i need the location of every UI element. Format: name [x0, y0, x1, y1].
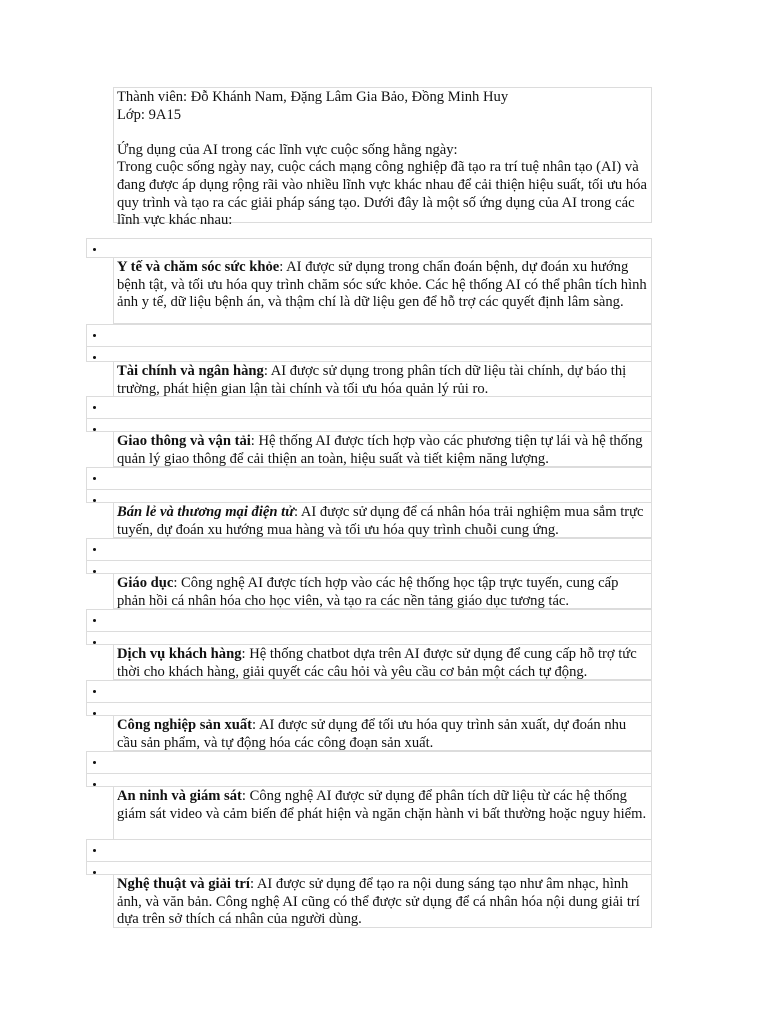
bullet-cell [86, 839, 652, 875]
item-text: : AI được sử dụng để tối ưu hóa quy trình sản xuất, dự đoán nhu cầu sản phẩm, và tự động hóa các công đoạn sản xuất. [117, 717, 627, 751]
bullet-dot [93, 356, 96, 359]
bullet-cell [86, 238, 652, 258]
list-item [113, 644, 652, 680]
bullet-cell [86, 324, 652, 362]
item-title: Công nghiệp sản xuất [117, 717, 253, 733]
class-line: Lớp: 9A15 [117, 106, 182, 123]
bullet-dot [93, 712, 96, 715]
item-text: : Công nghệ AI được tích hợp vào các hệ thống học tập trực tuyến, cung cấp phản hồi cá nhân hóa cho học viên, và tạo ra các nền tảng giáo dục tương tác. [117, 575, 619, 609]
bullet-cell [86, 396, 652, 432]
item-title: Y tế và chăm sóc sức khỏe [117, 259, 280, 275]
item-title: Tài chính và ngân hàng [117, 363, 264, 379]
bullet-dot [93, 499, 96, 502]
item-title: An ninh và giám sát [117, 788, 242, 804]
blank-line [117, 124, 648, 142]
item-text: : Hệ thống AI được tích hợp vào các phương tiện tự lái và hệ thống quản lý giao thông để cải thiện an toàn, hiệu suất và tiết kiệm năng lượng. [117, 433, 643, 467]
item-text: : AI được sử dụng để cá nhân hóa trải nghiệm mua sắm trực tuyến, dự đoán xu hướng mua hàng và tối ưu hóa quy trình chuỗi cung ứng. [117, 504, 644, 538]
item-text: : AI được sử dụng trong chẩn đoán bệnh, dự đoán xu hướng bệnh tật, và tối ưu hóa quy trình chăm sóc sức khỏe. Các hệ thống AI có thể phân tích hình ảnh y tế, dữ liệu bệnh án, và thậm chí là dữ liệu gen để hỗ trợ các quyết định lâm sàng. [117, 259, 647, 311]
list-item [113, 361, 652, 397]
item-title: Dịch vụ khách hàng [117, 646, 242, 662]
item-title: Giao thông và vận tải [117, 433, 251, 449]
bullet-dot [93, 406, 96, 409]
list-item [113, 431, 652, 467]
bullet-dot [93, 690, 96, 693]
list-item [113, 786, 652, 840]
intro-heading: Ứng dụng của AI trong các lĩnh vực cuộc sống hằng ngày: [117, 141, 458, 158]
item-text: : AI được sử dụng để tạo ra nội dung sáng tạo như âm nhạc, hình ảnh, và văn bản. Công nghệ AI cũng có thể được sử dụng để cá nhân hóa nội dung giải trí dựa trên sở thích cá nhân của người dùng. [117, 876, 640, 928]
item-text: : AI được sử dụng trong phân tích dữ liệu tài chính, dự báo thị trường, phát hiện gian lận tài chính và tối ưu hóa quản lý rủi ro. [117, 363, 627, 397]
item-title: Giáo dục [117, 575, 174, 591]
bullet-cell [86, 751, 652, 787]
item-title: Bán lẻ và thương mại điện tử [117, 504, 294, 520]
bullet-cell [86, 538, 652, 574]
members-line: Thành viên: Đỗ Khánh Nam, Đặng Lâm Gia Bảo, Đồng Minh Huy [117, 89, 509, 105]
list-item [113, 715, 652, 751]
list-item [113, 257, 652, 324]
item-text: : Công nghệ AI được sử dụng để phân tích dữ liệu từ các hệ thống giám sát video và cảm biến để phát hiện và ngăn chặn hành vi bất thường hoặc nguy hiểm. [117, 788, 647, 822]
bullet-dot [93, 477, 96, 480]
bullet-dot [93, 849, 96, 852]
list-item [113, 573, 652, 609]
item-title: Nghệ thuật và giải trí [117, 876, 250, 892]
bullet-dot [93, 428, 96, 431]
bullet-dot [93, 248, 96, 251]
bullet-dot [93, 619, 96, 622]
intro-body: Trong cuộc sống ngày nay, cuộc cách mạng công nghiệp đã tạo ra trí tuệ nhân tạo (AI) và đang được áp dụng rộng rãi vào nhiều lĩnh vực khác nhau để cải thiện hiệu suất, tối ưu hóa quy trình và tạo ra các giải pháp sáng tạo. Dưới đây là một số ứng dụng của AI trong các lĩnh vực khác nhau: [117, 159, 647, 229]
bullet-cell [86, 609, 652, 645]
intro-block [113, 87, 652, 229]
bullet-dot [93, 761, 96, 764]
list-item [113, 502, 652, 538]
bullet-dot [93, 871, 96, 874]
bullet-cell [86, 467, 652, 503]
bullet-dot [93, 641, 96, 644]
bullet-dot [93, 783, 96, 786]
bullet-dot [93, 548, 96, 551]
item-text: : Hệ thống chatbot dựa trên AI được sử dụng để cung cấp hỗ trợ tức thời cho khách hàng, giải quyết các câu hỏi và yêu cầu cơ bản một cách tự động. [117, 646, 637, 680]
list-item [113, 874, 652, 928]
bullet-dot [93, 334, 96, 337]
bullet-cell [86, 680, 652, 716]
bullet-dot [93, 570, 96, 573]
